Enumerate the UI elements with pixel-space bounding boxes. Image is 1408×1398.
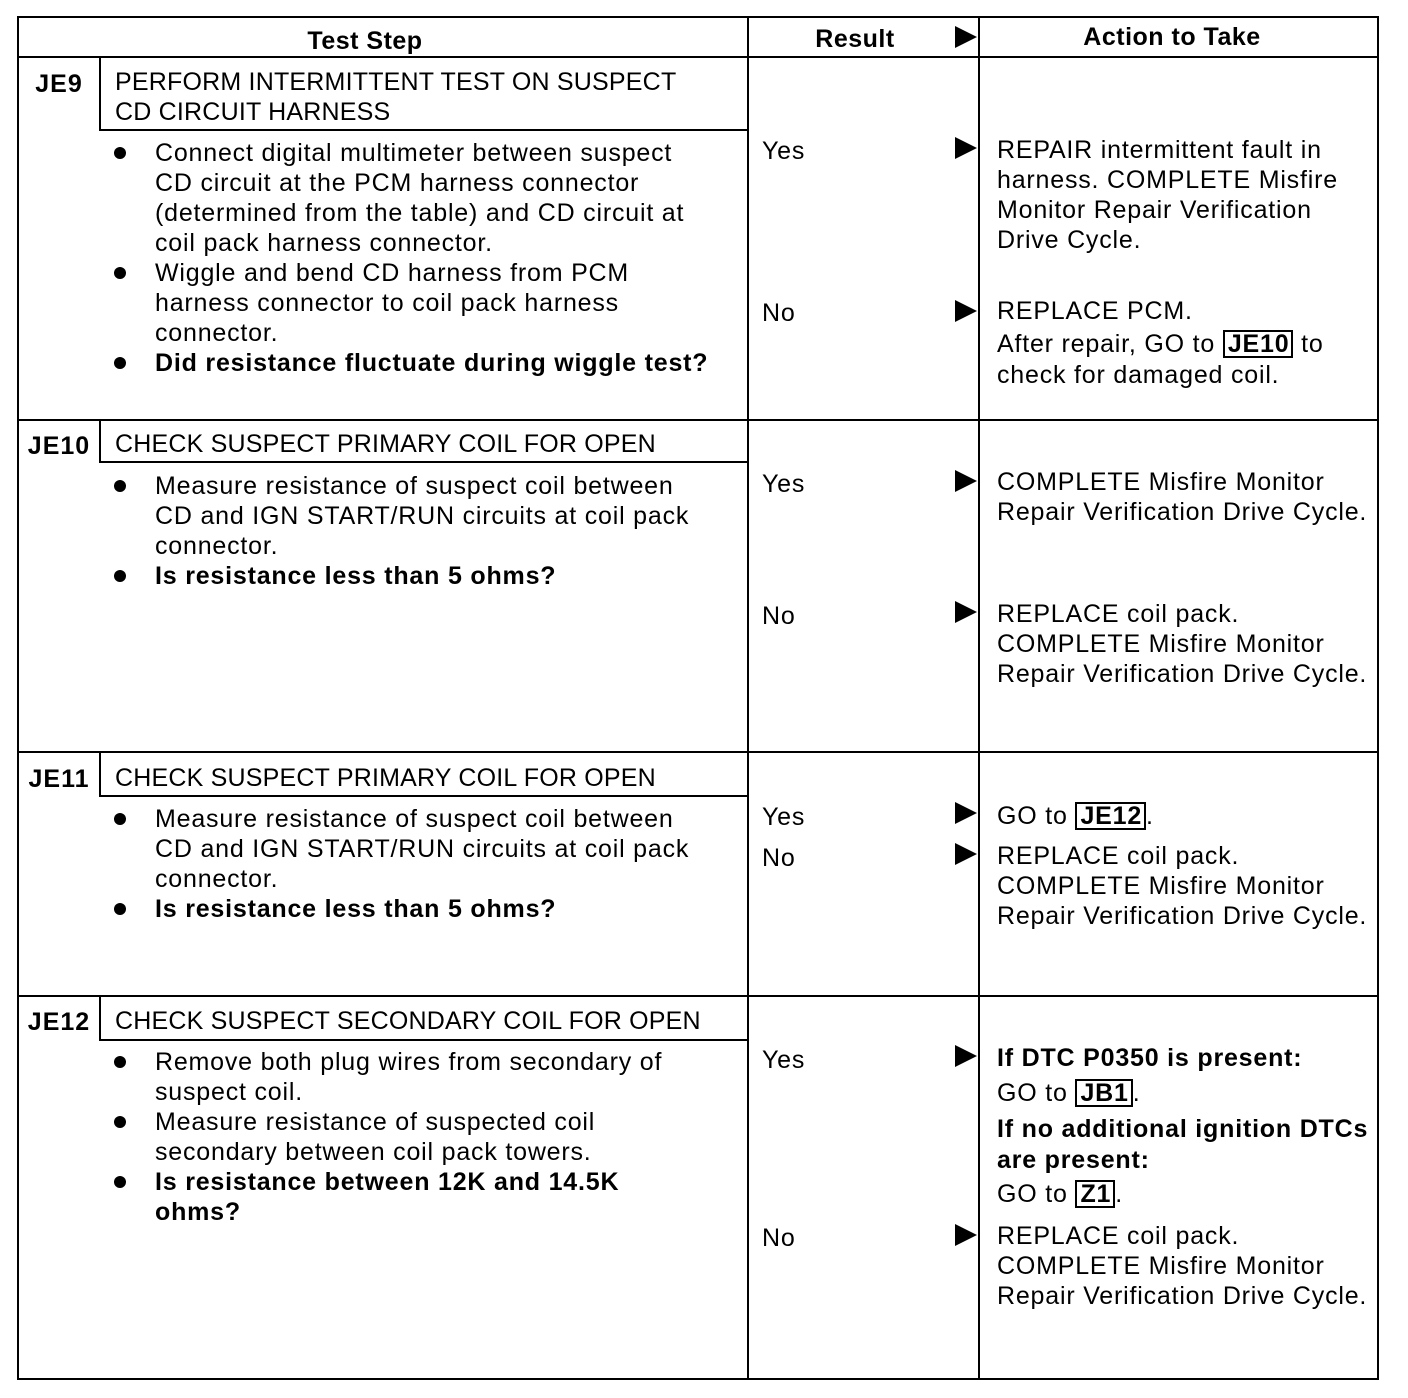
table-border-right: [1377, 16, 1379, 1380]
step-title: [115, 67, 676, 127]
action-condition: If no additional ignition DTCs: [997, 1115, 1369, 1143]
header-result: Result: [815, 25, 895, 53]
step-title-line: CHECK SUSPECT SECONDARY COIL FOR OPEN: [115, 1007, 701, 1035]
header-test-step: Test Step: [307, 27, 423, 55]
bullet-text-line: Measure resistance of suspect coil between: [155, 472, 674, 500]
row-divider: [17, 995, 1379, 997]
action-text: to: [1293, 330, 1324, 358]
bullet-text-line: secondary between coil pack towers.: [155, 1138, 592, 1166]
step-title-line: CHECK SUSPECT PRIMARY COIL FOR OPEN: [115, 764, 656, 792]
step-bullet: [108, 1047, 744, 1107]
result-no: No: [762, 844, 796, 872]
title-underline: [99, 1039, 748, 1041]
step-instructions: [108, 471, 744, 591]
row-divider: [17, 419, 1379, 421]
action-line: Repair Verification Drive Cycle.: [997, 902, 1368, 930]
bullet-icon: [114, 1116, 126, 1128]
step-reference: Z1: [1075, 1180, 1115, 1208]
action-line: check for damaged coil.: [997, 361, 1280, 389]
question-text-line: ohms?: [155, 1198, 241, 1226]
bullet-text-line: CD circuit at the PCM harness connector: [155, 169, 640, 197]
bullet-icon: [114, 480, 126, 492]
bullet-icon: [114, 267, 126, 279]
step-instructions: [108, 1047, 744, 1227]
action-text: GO to: [997, 802, 1076, 830]
step-bullet: [108, 1107, 744, 1167]
action-line: COMPLETE Misfire Monitor: [997, 872, 1325, 900]
action-line: COMPLETE Misfire Monitor: [997, 1252, 1325, 1280]
row-divider: [17, 751, 1379, 753]
step-title: [115, 429, 656, 459]
header-action: Action to Take: [1083, 23, 1261, 51]
step-instructions: [108, 138, 744, 378]
step-id: JE11: [28, 765, 90, 793]
right-arrow-icon: [955, 601, 977, 623]
step-bullet: [108, 258, 744, 348]
right-arrow-icon: [955, 843, 977, 865]
action-line: REPLACE coil pack.: [997, 600, 1240, 628]
table-border-top: [17, 16, 1379, 18]
step-id: JE12: [27, 1008, 91, 1036]
header-divider: [17, 56, 1379, 58]
table-border-left: [17, 16, 19, 1380]
action-text: .: [1115, 1180, 1123, 1208]
column-divider-result: [747, 16, 749, 1380]
bullet-icon: [114, 1176, 126, 1188]
result-yes: Yes: [762, 470, 806, 498]
title-underline: [99, 461, 748, 463]
bullet-text-line: Measure resistance of suspected coil: [155, 1108, 596, 1136]
step-bullet: [108, 804, 744, 894]
action-line: [997, 1078, 1140, 1108]
bullet-icon: [114, 813, 126, 825]
bullet-text-line: Wiggle and bend CD harness from PCM: [155, 259, 630, 287]
step-reference: JE10: [1223, 330, 1294, 358]
action-line: REPLACE coil pack.: [997, 1222, 1240, 1250]
action-line: REPLACE coil pack.: [997, 842, 1240, 870]
step-title-line: PERFORM INTERMITTENT TEST ON SUSPECT: [115, 68, 677, 96]
action-line: [997, 801, 1154, 831]
result-yes: Yes: [762, 803, 806, 831]
bullet-text-line: suspect coil.: [155, 1078, 303, 1106]
action-text: .: [1132, 1079, 1141, 1107]
question-text-line: Is resistance between 12K and 14.5K: [155, 1168, 620, 1196]
bullet-text-line: CD and IGN START/RUN circuits at coil pack: [155, 502, 690, 530]
step-title-line: CD CIRCUIT HARNESS: [115, 98, 391, 126]
action-line: COMPLETE Misfire Monitor: [997, 468, 1325, 496]
bullet-icon: [114, 357, 126, 369]
action-line: [997, 329, 1324, 359]
step-bullet: [108, 138, 744, 258]
action-line: Repair Verification Drive Cycle.: [997, 498, 1368, 526]
step-instructions: [108, 804, 744, 924]
step-reference: JB1: [1075, 1079, 1132, 1107]
right-arrow-icon: [955, 26, 977, 48]
action-line: Repair Verification Drive Cycle.: [997, 1282, 1368, 1310]
action-text: .: [1146, 802, 1154, 830]
bullet-text-line: connector.: [155, 319, 279, 347]
bullet-text-line: connector.: [155, 532, 279, 560]
bullet-text-line: connector.: [155, 865, 279, 893]
question-text-line: Is resistance less than 5 ohms?: [155, 895, 557, 923]
result-no: No: [762, 1224, 796, 1252]
right-arrow-icon: [955, 1224, 977, 1246]
bullet-text-line: (determined from the table) and CD circuit at: [155, 199, 685, 227]
bullet-icon: [114, 903, 126, 915]
action-line: REPAIR intermittent fault in: [997, 136, 1322, 164]
step-title: [115, 1006, 701, 1036]
action-text: After repair, GO to: [997, 330, 1223, 358]
result-yes: Yes: [762, 1046, 806, 1074]
action-line: REPLACE PCM.: [997, 297, 1193, 325]
step-title-line: CHECK SUSPECT PRIMARY COIL FOR OPEN: [115, 430, 656, 458]
bullet-text-line: coil pack harness connector.: [155, 229, 493, 257]
result-yes: Yes: [762, 137, 806, 165]
action-text: GO to: [997, 1079, 1076, 1107]
step-id: JE9: [35, 70, 83, 98]
action-line: Drive Cycle.: [997, 226, 1142, 254]
step-bullet: [108, 471, 744, 561]
right-arrow-icon: [955, 300, 977, 322]
question-text-line: Is resistance less than 5 ohms?: [155, 562, 557, 590]
right-arrow-icon: [955, 802, 977, 824]
step-id: JE10: [27, 432, 91, 460]
right-arrow-icon: [955, 470, 977, 492]
action-line: Monitor Repair Verification: [997, 196, 1312, 224]
bullet-text-line: Connect digital multimeter between suspect: [155, 139, 673, 167]
step-question: [108, 894, 744, 924]
step-question: [108, 1167, 744, 1227]
bullet-text-line: Measure resistance of suspect coil between: [155, 805, 674, 833]
bullet-text-line: harness connector to coil pack harness: [155, 289, 619, 317]
result-no: No: [762, 602, 796, 630]
action-condition: are present:: [997, 1146, 1150, 1174]
bullet-text-line: Remove both plug wires from secondary of: [155, 1048, 663, 1076]
step-title: [115, 763, 656, 793]
right-arrow-icon: [955, 137, 977, 159]
action-condition: If DTC P0350 is present:: [997, 1044, 1303, 1072]
step-reference: JE12: [1075, 802, 1146, 830]
step-question: [108, 561, 744, 591]
bullet-icon: [114, 1056, 126, 1068]
bullet-text-line: CD and IGN START/RUN circuits at coil pack: [155, 835, 690, 863]
action-line: Repair Verification Drive Cycle.: [997, 660, 1368, 688]
step-question: [108, 348, 744, 378]
column-divider-action: [978, 16, 980, 1380]
action-line: COMPLETE Misfire Monitor: [997, 630, 1325, 658]
action-line: harness. COMPLETE Misfire: [997, 166, 1338, 194]
title-underline: [99, 795, 748, 797]
bullet-icon: [114, 570, 126, 582]
bullet-icon: [114, 147, 126, 159]
result-no: No: [762, 299, 796, 327]
table-border-bottom: [17, 1378, 1379, 1380]
action-text: GO to: [997, 1180, 1076, 1208]
action-line: [997, 1179, 1123, 1209]
title-underline: [99, 129, 748, 131]
right-arrow-icon: [955, 1045, 977, 1067]
question-text-line: Did resistance fluctuate during wiggle test?: [155, 349, 709, 377]
